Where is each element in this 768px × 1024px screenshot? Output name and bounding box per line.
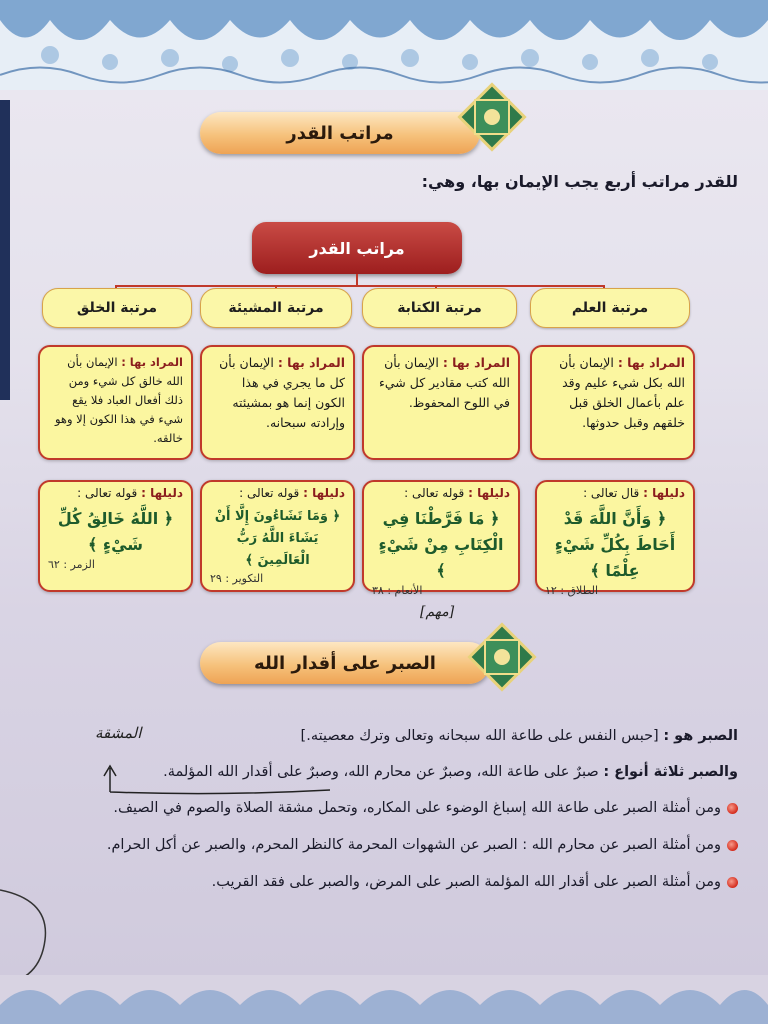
bullet-icon [727,840,738,851]
column-head-label: مرتبة الخلق [76,300,158,316]
definition-box-knowledge [530,345,695,460]
quran-verse: ﴿ مَا فَرَّطْنَا فِي الْكِتَابِ مِنْ شَيْءٍ ﴾ [378,509,504,580]
sabr-example-line [18,837,738,853]
section-title-levels-of-qadar [200,112,480,154]
bullet-icon [727,877,738,888]
column-head-label: مرتبة الكتابة [397,300,482,316]
verse-reference: الزمر : ٦٢ [48,558,95,571]
verse-reference: الطلاق : ١٢ [545,584,599,597]
top-ornament-border [0,0,768,90]
page-edge-shadow [0,100,10,400]
handwritten-note-important: [مهم] [420,604,455,620]
sabr-example-line [18,800,738,816]
diagram-root-box [252,222,462,274]
definition-label: المراد بها : [442,355,510,370]
handwritten-note-hardship [95,724,141,742]
definition-box-writing [362,345,520,460]
proof-box-knowledge [535,480,695,597]
column-head-label: مرتبة العلم [571,300,649,316]
verse-reference: الأنعام : ٣٨ [372,584,423,597]
proof-box-writing [362,480,520,597]
sabr-definition-line: الصبر هو : [حبس النفس على طاعة الله سبحانه وتعالى وترك معصيته.] [300,728,738,744]
intro-text: للقدر مراتب أربع يجب الإيمان بها، وهي: [421,172,738,191]
handwritten-text: المشقة [95,724,142,742]
proof-label: دليلها : [643,486,685,500]
handwritten-arrow-icon [100,760,340,800]
section-title-text: مراتب القدر [286,122,394,144]
column-head-will [200,288,352,328]
sabr-example-text: ومن أمثلة الصبر على طاعة الله إسباغ الوضوء على المكاره، وتحمل مشقة الصلاة والصوم في الصيف. [113,800,721,816]
proof-intro: قال تعالى : [583,486,640,500]
proof-label: دليلها : [468,486,510,500]
proof-intro: قوله تعالى : [239,486,300,500]
margin-scribble-icon [0,880,60,990]
quran-verse: ﴿ وَأَنَّ اللَّهَ قَدْ أَحَاطَ بِكُلِّ شَيْءٍ عِلْمًا ﴾ [554,509,676,580]
quran-verse: ﴿ اللَّهُ خَالِقُ كُلِّ شَيْءٍ ﴾ [57,509,174,554]
proof-label: دليلها : [303,486,345,500]
column-head-knowledge [530,288,690,328]
ornament-emblem-icon [465,620,539,694]
section-title-patience [200,642,490,684]
proof-intro: قوله تعالى : [77,486,138,500]
definition-box-creation [38,345,193,460]
definition-text: الإيمان بأن كل ما يجري في هذا الكون إنما هو بمشيئته وإرادته سبحانه. [219,355,345,430]
definition-text: الإيمان بأن الله كتب مقادير كل شيء في اللوح المحفوظ. [379,355,510,410]
definition-label: المراد بها : [121,355,183,369]
column-head-label: مرتبة المشيئة [228,300,324,316]
proof-box-creation [38,480,193,592]
verse-reference: التكوير : ٢٩ [210,572,264,585]
sabr-definition-label: الصبر هو : [663,728,738,744]
definition-label: المراد بها : [617,355,685,370]
quran-verse: ﴿ وَمَا تَشَاءُونَ إِلَّا أَنْ يَشَاءَ اللَّهُ رَبُّ الْعَالَمِينَ ﴾ [214,509,341,568]
column-head-writing [362,288,517,328]
ornament-emblem-icon [455,80,529,154]
bullet-icon [727,803,738,814]
sabr-example-line [18,874,738,890]
sabr-types-label: والصبر ثلاثة أنواع : [603,764,738,780]
sabr-example-text: ومن أمثلة الصبر على أقدار الله المؤلمة الصبر على المرض، والصبر على فقد القريب. [211,874,721,890]
proof-intro: قوله تعالى : [404,486,465,500]
diagram-root-label: مراتب القدر [309,238,405,258]
sabr-types-text: صبرٌ على طاعة الله، وصبرٌ عن محارم الله، وصبرٌ على أقدار الله المؤلمة. [163,764,599,780]
definition-text: الإيمان بأن الله بكل شيء عليم وقد علم بأعمال الخلق قبل خلقهم وقبل حدوثها. [559,355,685,430]
definition-label: المراد بها : [277,355,345,370]
proof-box-will [200,480,355,592]
proof-label: دليلها : [141,486,183,500]
sabr-definition-text: حبس النفس على طاعة الله سبحانه وتعالى وترك معصيته. [306,728,654,744]
sabr-example-text: ومن أمثلة الصبر عن محارم الله : الصبر عن الشهوات المحرمة كالنظر المحرم، والصبر عن أكل الحرام. [106,837,721,853]
definition-box-will [200,345,355,460]
section-title-text: الصبر على أقدار الله [254,652,436,674]
handwritten-text: مهم [425,604,449,620]
column-head-creation [42,288,192,328]
bottom-ornament-border [0,975,768,1024]
definition-text: الإيمان بأن الله خالق كل شيء ومن ذلك أفعال العباد فلا يقع شيء في هذا الكون إلا وهو خالقه. [54,355,183,445]
connector-line [115,285,605,287]
